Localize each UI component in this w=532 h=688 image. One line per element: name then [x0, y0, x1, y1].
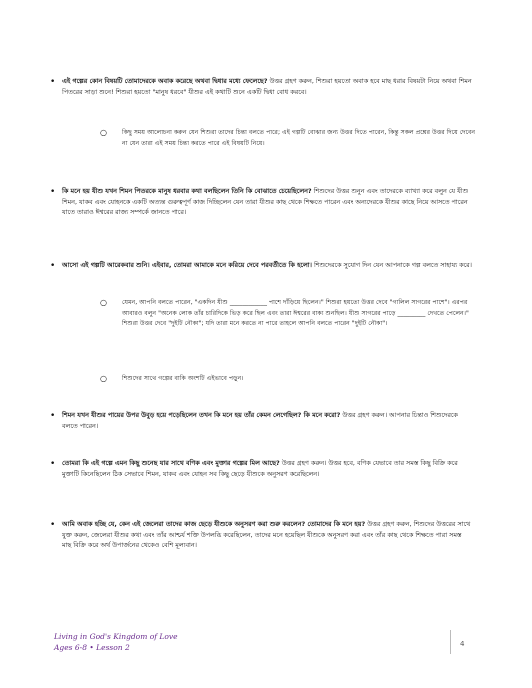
answer-text: শিশুদেরকে সুযোগ দিন যেন আপনাকে গল্প বলতে সাহায্য করে।	[311, 261, 472, 269]
answer-text: উত্তর গ্রহণ করুন। আপনার চিন্তাও শিশুদেরকে বলতে পারেন।	[62, 411, 458, 430]
bullet-dot: •	[50, 459, 56, 469]
paragraph	[62, 76, 472, 97]
list-item	[50, 519, 472, 551]
sub-list-item	[100, 298, 482, 330]
answer-text: উত্তর গ্রহণ করুন। উত্তর হবে, বণিক যেভাবে তার সমস্ত কিছু বিক্রি করে মুক্তাটি কিনেছিলেন ঠিক সেভাবে শিমন, যাকব এবং যোহন সব কিছু ছেড়ে যীশুকে অনুসরণ করেছিলেন।	[62, 459, 458, 478]
list-item	[50, 186, 472, 218]
question-text: তোমরা কি এই গল্পে এমন কিছু শুনেছ যার সাথে বণিক এবং মুক্তার গল্পের মিল আছে?	[62, 459, 280, 467]
footer-divider	[450, 630, 451, 654]
bullet-dot: •	[50, 187, 56, 197]
answer-text: উত্তর গ্রহণ করুন, শিশুদের উত্তরের সাথে যুক্ত করুন, জেলেরা যীশুর কথা এবং তাঁর আশ্চর্য শক্তি উপলব্ধি করেছিলেন, তাদের মনে হয়েছিল যীশুকে অনুসরণ করা এবং তাঁর কাছ থেকে শিক্ষতে পারা সমস্ত মাছ বিক্রি করে অর্থ উপার্জনের থেকেও বেশি মূল্যবান।	[62, 520, 471, 549]
question-text: শিমন যখন যীশুর পায়ের উপর উবুড় হয়ে পড়েছিলেন তখন কি মনে হয় তাঁর কেমন লেগেছিল? কি মনে করো?	[62, 411, 341, 419]
bullet-dot: •	[50, 520, 56, 530]
footer-title: Living in God's Kingdom of Love	[54, 632, 178, 641]
list-item	[50, 410, 472, 431]
paragraph	[62, 519, 472, 551]
question-text: আসো এই গল্পটি আরেকবার শুনি। এইবার, তোমরা আমাকে মনে করিয়ে দেবে পরবর্তীতে কি হলো।	[62, 261, 312, 269]
sub-bullet-circle: ○	[100, 298, 107, 307]
paragraph	[62, 458, 472, 479]
bullet-dot: •	[50, 261, 56, 271]
list-item	[50, 458, 472, 479]
bullet-dot: •	[50, 411, 56, 421]
sub-bullet-circle: ○	[100, 374, 107, 383]
sub-paragraph: যেমন, আপনি বলতে পারেন, "একদিন যীশু ____________ পাশে দাঁড়িয়ে ছিলেন।" শিশুরা হয়তো উত্তর দেবে "গালিল সাগরের পাশে"। এরপর আবারও বলুন "অনেক লোক তাঁর চারিদিকে ভিড় করে ছিল এবং তারা ঈশ্বরের বাক্য শুনছিল। যীশু সাগরের পাড়ে _________ দেখতে পেলেন।" শিশুরা উত্তর দেবে "দুইটি নৌকা"; যদি তারা মনে করতে না পারে তাহলে আপনি বলতে পারেন "দুইটি নৌকা"।	[122, 299, 469, 327]
list-item	[50, 76, 472, 97]
page-number: 4	[460, 640, 465, 648]
paragraph	[62, 260, 472, 271]
question-text: এই গল্পের কোন বিষয়টি তোমাদেরকে অবাক করেছে অথবা দ্বিধার মধ্যে ফেলেছে?	[62, 77, 268, 85]
question-text: আমি অবাক হচ্ছি যে, কেন এই জেলেরা তাদের কাজ ছেড়ে যীশুকে অনুসরণ করা শুরু করলেন? তোমাদের কি মনে হয়?	[62, 520, 366, 528]
sub-paragraph: কিছু সময় আলোচনা করুন যেন শিশুরা তাদের চিন্তা বলতে পারে; এই গল্পটি বোঝার জন্য উত্তর দিতে পারেন, কিন্তু সকল প্রশ্নের উত্তর দিয়ে দেবেন না যেন তারা এই সময় চিন্তা করতে পারে এই বিষয়টি নিয়ে।	[122, 129, 476, 147]
question-text: কি মনে হয় যীশু যখন শিমন পিতরকে মানুষ ধরবার কথা বলছিলেন তিনি কি বোঝাতে চেয়েছিলেন?	[62, 187, 312, 195]
footer-subtitle: Ages 6-8 • Lesson 2	[54, 643, 130, 652]
sub-paragraph: শিশুদের সাথে গল্পের বাকি অংশটি এইভাবে পড়ুন।	[122, 375, 244, 382]
paragraph	[62, 186, 472, 218]
paragraph	[62, 410, 472, 431]
answer-text: উত্তর গ্রহণ করুন, শিশুরা হয়তো অবাক হবে মাছ ধরার বিষয়টা নিয়ে অথবা শিমন পিতরের সাড়া শুনে! শিশুরা হয়তো "মানুষ ধরবে" যীশুর এই কথাটি শুনে একটি দ্বিধা বোধ করবে।	[62, 77, 472, 96]
bullet-dot: •	[50, 77, 56, 87]
sub-list-item	[100, 374, 482, 385]
answer-text: শিশুদের উত্তর শুনুন এবং তাদেরকে ব্যাখ্যা করে বলুন যে যীশু শিমন, যাকব এবং যোহনকে একটি অত্যন্ত গুরুত্বপূর্ণ কাজ দিচ্ছিলেন যেন তারা যীশুর কাছ থেকে শিক্ষতে পারেন এবং অন্যদেরকে যীশুর কাছে নিয়ে আসতে পারেন যাতে তারাও ঈশ্বরের রাজ্য সম্পর্কে জানতে পারে।	[62, 187, 469, 216]
sub-list-item	[100, 128, 482, 149]
list-item	[50, 260, 472, 271]
sub-bullet-circle: ○	[100, 128, 107, 137]
